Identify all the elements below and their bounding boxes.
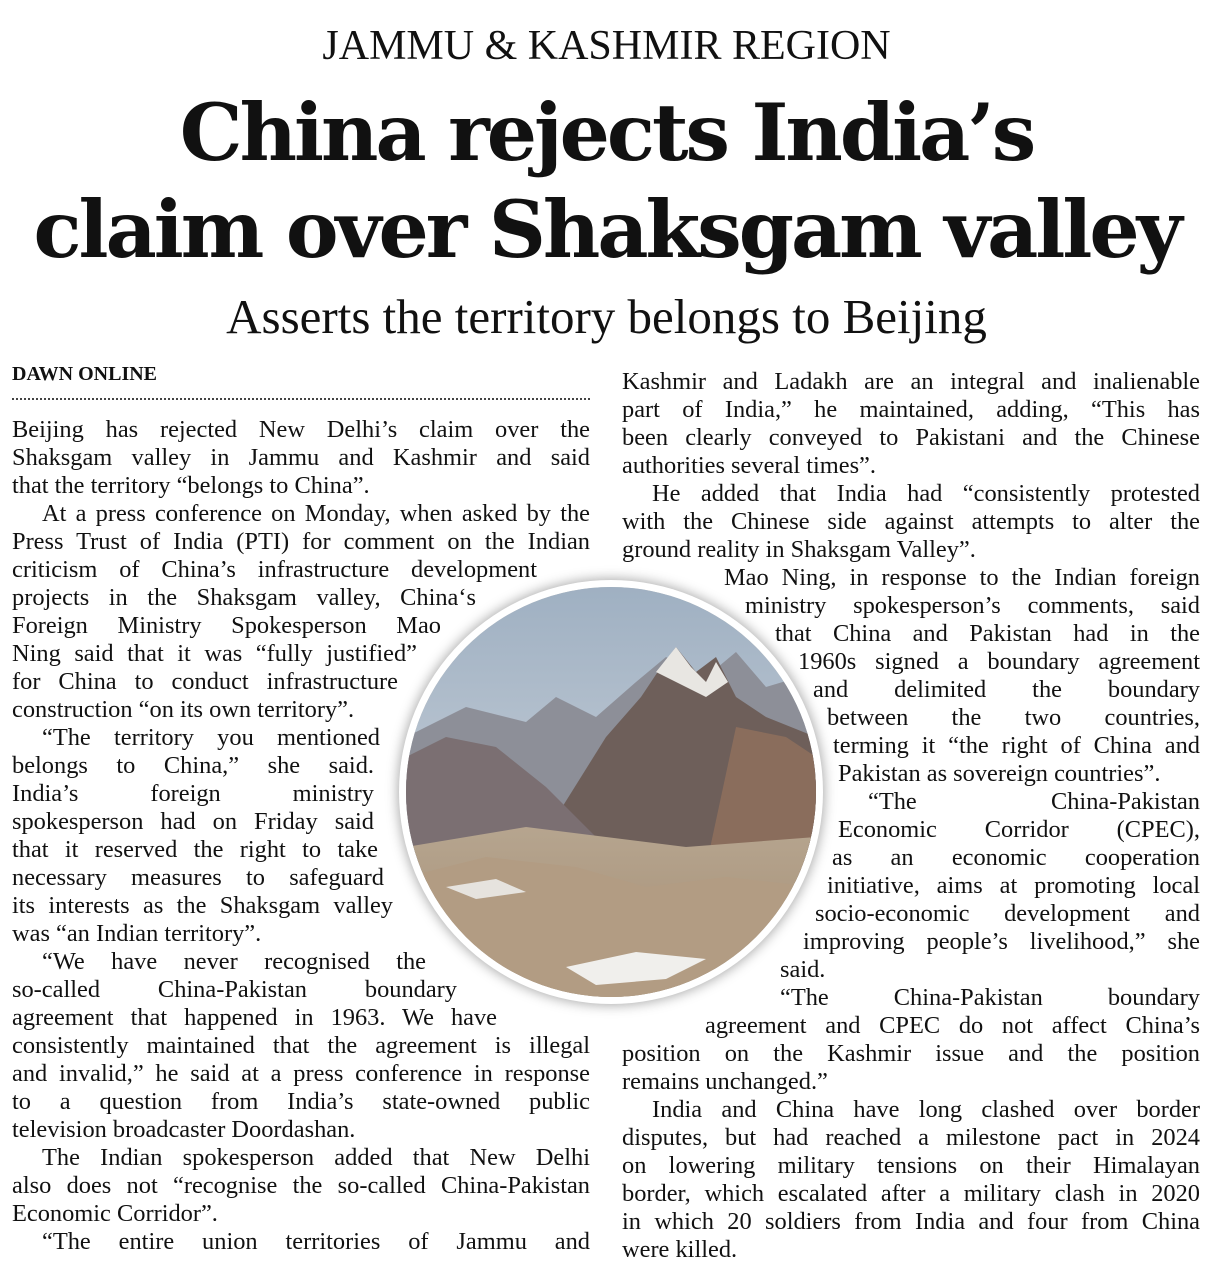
right-column-line: He added that India had “consistently protested bbox=[652, 480, 1200, 507]
left-column-line: that the territory “belongs to China”. bbox=[12, 472, 370, 499]
right-column-line: terming it “the right of China and bbox=[833, 732, 1200, 759]
right-column-line: socio-economic development and bbox=[815, 900, 1200, 927]
right-column-line: ground reality in Shaksgam Valley”. bbox=[622, 536, 976, 563]
left-column-line: “The entire union territories of Jammu and bbox=[42, 1228, 590, 1255]
byline-divider bbox=[12, 398, 590, 400]
subhead: Asserts the territory belongs to Beijing bbox=[226, 289, 987, 344]
left-column-line: belongs to China,” she said. bbox=[12, 752, 374, 779]
left-column-line: construction “on its own territory”. bbox=[12, 696, 355, 723]
right-column-line: “The China-Pakistan bbox=[868, 788, 1200, 815]
left-column-line: Economic Corridor”. bbox=[12, 1200, 218, 1227]
kicker: JAMMU & KASHMIR REGION bbox=[322, 23, 891, 69]
left-column-line: was “an Indian territory”. bbox=[12, 920, 262, 947]
right-column-line: in which 20 soldiers from India and four from China bbox=[622, 1208, 1200, 1235]
right-column-line: India and China have long clashed over border bbox=[652, 1096, 1200, 1123]
left-column-line: spokesperson had on Friday said bbox=[12, 808, 374, 835]
right-column-line: position on the Kashmir issue and the position bbox=[622, 1040, 1200, 1067]
right-column-line: ministry spokesperson’s comments, said bbox=[745, 592, 1200, 619]
left-column-line: consistently maintained that the agreement is illegal bbox=[12, 1032, 590, 1059]
right-column-line: and delimited the boundary bbox=[813, 676, 1200, 703]
left-column-line: At a press conference on Monday, when asked by the bbox=[42, 500, 590, 527]
left-column-line: criticism of China’s infrastructure development bbox=[12, 556, 537, 583]
left-column-line: television broadcaster Doordashan. bbox=[12, 1116, 356, 1143]
mountain-valley-photo bbox=[406, 587, 816, 997]
left-column-line: Ning said that it was “fully justified” bbox=[12, 640, 417, 667]
left-column-line: The Indian spokesperson added that New Delhi bbox=[42, 1144, 590, 1171]
left-column-line: so-called China-Pakistan boundary bbox=[12, 976, 457, 1003]
left-column-line: its interests as the Shaksgam valley bbox=[12, 892, 393, 919]
right-column-line: as an economic cooperation bbox=[832, 844, 1200, 871]
mountain-valley-photo-icon bbox=[406, 587, 816, 997]
right-column-line: on lowering military tensions on their Himalayan bbox=[622, 1152, 1200, 1179]
left-column-line: Shaksgam valley in Jammu and Kashmir and said bbox=[12, 444, 590, 471]
right-column-line: agreement and CPEC do not affect China’s bbox=[705, 1012, 1200, 1039]
left-column-line: necessary measures to safeguard bbox=[12, 864, 384, 891]
right-column-line: Mao Ning, in response to the Indian foreign bbox=[724, 564, 1200, 591]
left-column-line: and invalid,” he said at a press conference in response bbox=[12, 1060, 590, 1087]
right-column-line: border, which escalated after a military clash in 2020 bbox=[622, 1180, 1200, 1207]
headline-line-1: China rejects India’s bbox=[179, 86, 1034, 179]
right-column-line: were killed. bbox=[622, 1236, 738, 1263]
byline: DAWN ONLINE bbox=[12, 363, 158, 385]
right-column-line: with the Chinese side against attempts to alter the bbox=[622, 508, 1200, 535]
right-column-line: that China and Pakistan had in the bbox=[775, 620, 1200, 647]
left-column-line: agreement that happened in 1963. We have bbox=[12, 1004, 497, 1031]
right-column-line: said. bbox=[780, 956, 826, 983]
left-column-line: for China to conduct infrastructure bbox=[12, 668, 398, 695]
right-column-line: between the two countries, bbox=[827, 704, 1200, 731]
right-column-line: initiative, aims at promoting local bbox=[827, 872, 1200, 899]
left-column-line: Press Trust of India (PTI) for comment on the Indian bbox=[12, 528, 590, 555]
right-column-line: Pakistan as sovereign countries”. bbox=[838, 760, 1161, 787]
right-column-line: Economic Corridor (CPEC), bbox=[838, 816, 1200, 843]
right-column-line: been clearly conveyed to Pakistani and the Chinese bbox=[622, 424, 1200, 451]
headline bbox=[0, 84, 1213, 278]
right-column-line: disputes, but had reached a milestone pact in 2024 bbox=[622, 1124, 1200, 1151]
left-column-line: “We have never recognised the bbox=[42, 948, 426, 975]
right-column-line: improving people’s livelihood,” she bbox=[803, 928, 1200, 955]
left-column-line: also does not “recognise the so-called China-Pakistan bbox=[12, 1172, 590, 1199]
left-column-line: India’s foreign ministry bbox=[12, 780, 374, 807]
right-column-line: 1960s signed a boundary agreement bbox=[798, 648, 1200, 675]
left-column-line: Beijing has rejected New Delhi’s claim over the bbox=[12, 416, 590, 443]
right-column-line: Kashmir and Ladakh are an integral and inalienable bbox=[622, 368, 1200, 395]
left-column-line: “The territory you mentioned bbox=[42, 724, 380, 751]
left-column-line: projects in the Shaksgam valley, China‘s bbox=[12, 584, 476, 611]
headline-line-2: claim over Shaksgam valley bbox=[33, 183, 1180, 276]
right-column-line: remains unchanged.” bbox=[622, 1068, 828, 1095]
left-column-line: to a question from India’s state-owned public bbox=[12, 1088, 590, 1115]
right-column-line: part of India,” he maintained, adding, “This has bbox=[622, 396, 1200, 423]
right-column-line: authorities several times”. bbox=[622, 452, 876, 479]
right-column-line: “The China-Pakistan boundary bbox=[780, 984, 1200, 1011]
left-column-line: that it reserved the right to take bbox=[12, 836, 378, 863]
left-column-line: Foreign Ministry Spokesperson Mao bbox=[12, 612, 441, 639]
